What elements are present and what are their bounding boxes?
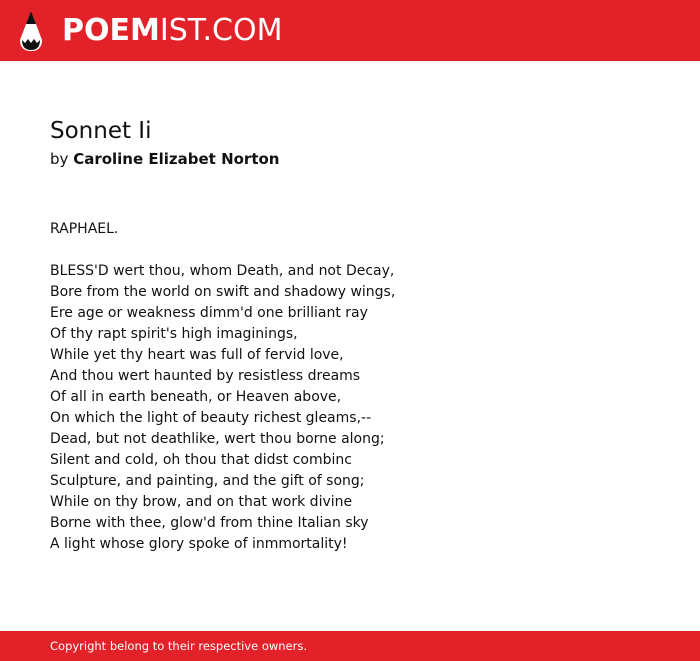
poem-line: BLESS'D wert thou, whom Death, and not Decay, bbox=[50, 263, 395, 279]
poem-line: Ere age or weakness dimm'd one brilliant ray bbox=[50, 305, 368, 321]
poem-body bbox=[50, 219, 670, 555]
poem-line: Borne with thee, glow'd from thine Italian sky bbox=[50, 515, 369, 531]
site-logo-text bbox=[62, 13, 283, 48]
site-header bbox=[0, 0, 700, 61]
poem-line: While yet thy heart was full of fervid love, bbox=[50, 347, 344, 363]
pencil-tip-icon bbox=[18, 10, 44, 52]
logo-text-bold: POEM bbox=[62, 13, 160, 48]
poem-line: Sculpture, and painting, and the gift of song; bbox=[50, 473, 365, 489]
logo-text-light: IST.COM bbox=[159, 13, 283, 48]
poem-dedication: RAPHAEL. bbox=[50, 221, 119, 237]
poem-line: On which the light of beauty richest gleams,-- bbox=[50, 410, 372, 426]
site-footer bbox=[0, 631, 700, 661]
author-link[interactable]: Caroline Elizabet Norton bbox=[73, 150, 280, 168]
poem-line: While on thy brow, and on that work divine bbox=[50, 494, 353, 510]
poem-line: And thou wert haunted by resistless dreams bbox=[50, 368, 361, 384]
poem-line: Dead, but not deathlike, wert thou borne along; bbox=[50, 431, 385, 447]
poem-line: Of thy rapt spirit's high imaginings, bbox=[50, 326, 298, 342]
poem-title: Sonnet Ii bbox=[50, 118, 152, 144]
poem-byline bbox=[50, 149, 279, 169]
stanza-gap bbox=[50, 240, 670, 261]
poem-line: A light whose glory spoke of inmmortality! bbox=[50, 536, 348, 552]
poem-line: Silent and cold, oh thou that didst combinc bbox=[50, 452, 352, 468]
poem-line: Bore from the world on swift and shadowy wings, bbox=[50, 284, 396, 300]
poem-line: Of all in earth beneath, or Heaven above, bbox=[50, 389, 342, 405]
byline-prefix: by bbox=[50, 150, 69, 168]
site-logo-link[interactable] bbox=[18, 9, 282, 53]
copyright-notice: Copyright belong to their respective owners. bbox=[50, 639, 308, 653]
